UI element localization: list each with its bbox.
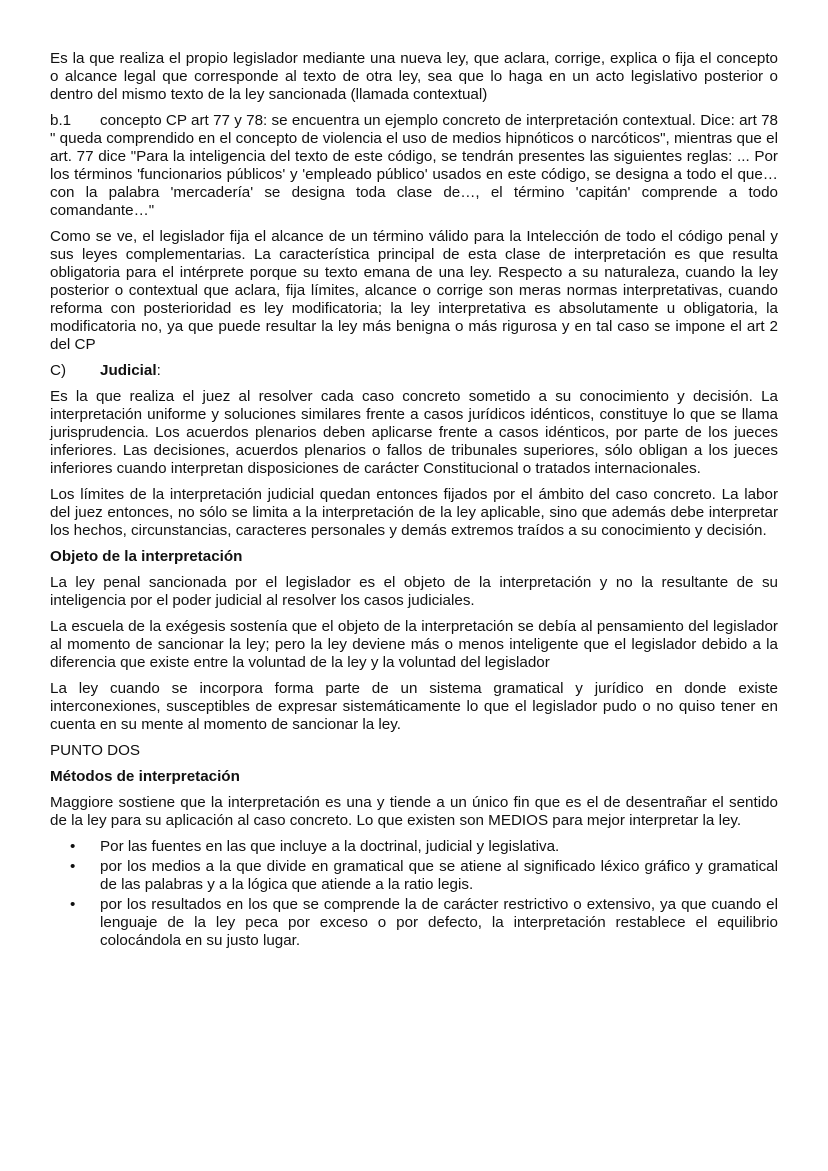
punto-dos-label: PUNTO DOS	[50, 742, 141, 759]
bullet-icon: •	[70, 838, 76, 855]
item-label-b1: b.1	[50, 112, 72, 129]
paragraph-legislator-scope: Como se ve, el legislador fija el alcance de un término válido para la Intelección de todo el código penal y sus leyes complementarias. La característica principal de esta clase de interpretación es que resulta obligatoria para el intérprete porque su texto emana de una ley. Respecto a su naturaleza, cuando la ley posterior o contextual que aclara, fija límites, alcance o corrige son meras normas interpretativas, cuando reforma con posterioridad es ley modificatoria; la ley interpretativa es absolutamente u obligatoria, la modificatoria no, ya que puede resultar la ley más benigna o más rigurosa y en tal caso se impone el art 2 del CP	[50, 228, 778, 353]
document-page	[50, 50, 778, 952]
heading-metodos: Métodos de interpretación	[50, 768, 240, 785]
paragraph-legislative-definition: Es la que realiza el propio legislador mediante una nueva ley, que aclara, corrige, explica o fija el concepto o alcance legal que corresponde al texto de otra ley, sea que lo haga en un acto legislativo posterior o dentro del mismo texto de la ley sancionada (llamada contextual)	[50, 50, 778, 103]
paragraph-judicial-definition: Es la que realiza el juez al resolver cada caso concreto sometido a su conocimiento y decisión. La interpretación uniforme y soluciones similares frente a casos jurídicos idénticos, constituye lo que se llama jurisprudencia. Los acuerdos plenarios deben aplicarse frente a casos idénticos, por parte de los jueces inferiores. Las decisiones, acuerdos plenarios o fallos de tribunales superiores, sólo obligan a los jueces inferiores cuando interpretan disposiciones de carácter Constitucional o tratados internacionales.	[50, 388, 778, 477]
list-item-text: por los resultados en los que se comprende la de carácter restrictivo o extensivo, ya que cuando el lenguaje de la ley peca por exceso o por defecto, la interpretación restablece el equilibrio colocándola en su justo lugar.	[100, 896, 778, 949]
item-label-c: C)	[50, 362, 67, 379]
list-item-text: Por las fuentes en las que incluye a la doctrinal, judicial y legislativa.	[100, 838, 560, 855]
section-c-heading	[50, 362, 778, 380]
paragraph-objeto-1: La ley penal sancionada por el legislador es el objeto de la interpretación y no la resultante de su inteligencia por el poder judicial al resolver los casos judiciales.	[50, 574, 778, 609]
bullet-icon: •	[70, 858, 76, 875]
section-title-judicial: Judicial	[100, 362, 157, 379]
methods-list	[50, 838, 778, 950]
paragraph-objeto-3: La ley cuando se incorpora forma parte de un sistema gramatical y jurídico en donde existe interconexiones, susceptibles de expresar sistemáticamente lo que el legislador pudo o no quiso tener en cuenta en su mente al momento de sancionar la ley.	[50, 680, 778, 733]
list-item	[50, 838, 778, 856]
heading-objeto: Objeto de la interpretación	[50, 548, 243, 565]
bullet-icon: •	[70, 896, 76, 913]
paragraph-judicial-limits: Los límites de la interpretación judicial quedan entonces fijados por el ámbito del caso concreto. La labor del juez entonces, no sólo se limita a la interpretación de la ley aplicable, sino que además debe interpretar los hechos, circunstancias, caracteres personales y demás extremos traídos a su conocimiento y decisión.	[50, 486, 778, 539]
list-item	[50, 896, 778, 950]
paragraph-maggiore: Maggiore sostiene que la interpretación es una y tiende a un único fin que es el de desentrañar el sentido de la ley para su aplicación al caso concreto. Lo que existen son MEDIOS para mejor interpretar la ley.	[50, 794, 778, 829]
paragraph-b1	[50, 112, 778, 220]
list-item-text: por los medios a la que divide en gramatical que se atiene al significado léxico gráfico y gramatical de las palabras y a la lógica que atiende a la ratio legis.	[100, 858, 778, 893]
list-item	[50, 858, 778, 894]
item-text-b1: concepto CP art 77 y 78: se encuentra un ejemplo concreto de interpretación contextual. Dice: art 78 " queda comprendido en el concepto de violencia el uso de medios hipnóticos o narcóticos", mientras que el art. 77 dice "Para la inteligencia del texto de este código, se tendrán presentes las siguientes reglas: ... Por los términos 'funcionarios públicos' y 'empleado público' usados en este código, se designa a todo el que… con la palabra 'mercadería' se designa toda clase de…, el término 'capitán' comprende a todo comandante…"	[50, 112, 778, 219]
paragraph-objeto-2: La escuela de la exégesis sostenía que el objeto de la interpretación se debía al pensamiento del legislador al momento de sancionar la ley; pero la ley deviene más o menos inteligente que el legislador debido a la diferencia que existe entre la voluntad de la ley y la voluntad del legislador	[50, 618, 778, 671]
section-title-colon: :	[156, 362, 161, 379]
